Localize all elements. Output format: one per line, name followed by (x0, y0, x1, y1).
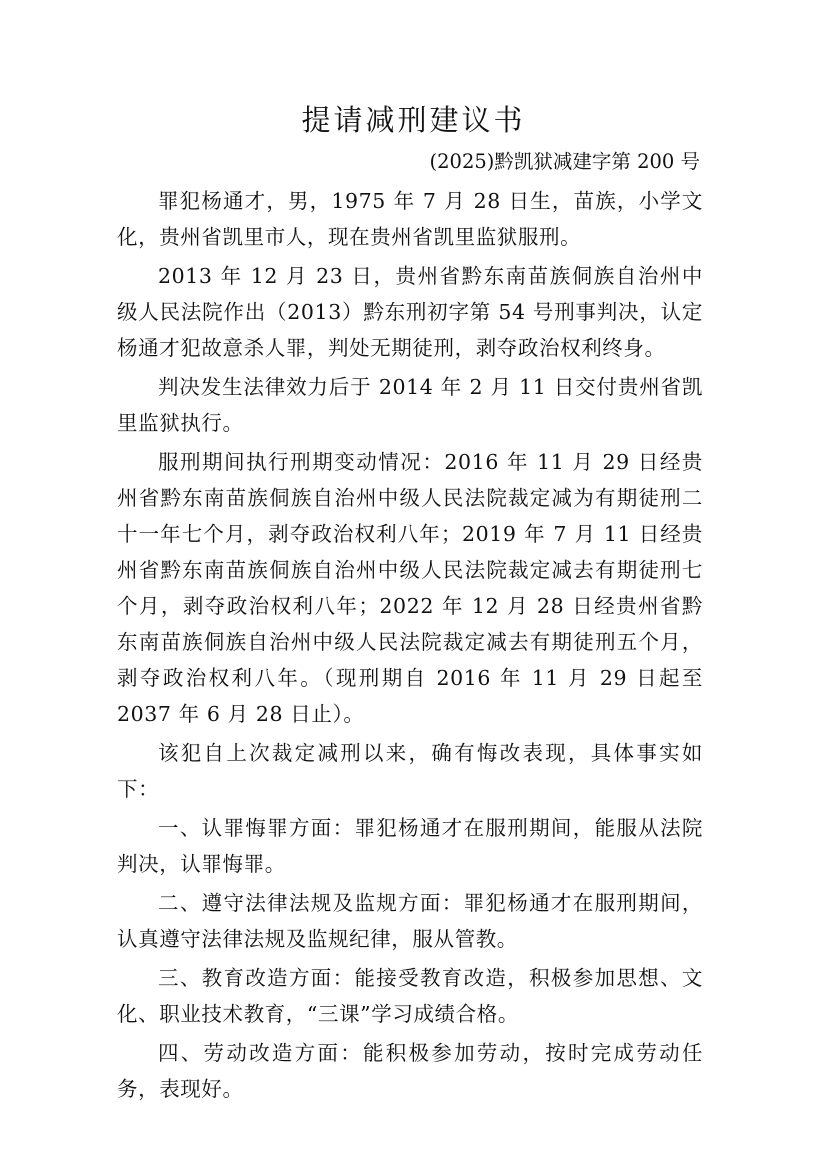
paragraph-education-reform: 三、教育改造方面：能接受教育改造，积极参加思想、文化、职业技术教育，“三课”学习成绩合格。 (117, 966, 703, 1026)
paragraph-execution-delivery: 判决发生法律效力后于 2014 年 2 月 11 日交付贵州省凯里监狱执行。 (117, 375, 703, 435)
paragraph-repentance-intro: 该犯自上次裁定减刑以来，确有悔改表现，具体事实如下： (117, 741, 703, 801)
paragraph-original-judgment: 2013 年 12 月 23 日，贵州省黔东南苗族侗族自治州中级人民法院作出（2013）黔东刑初字第 54 号刑事判决，认定杨通才犯故意杀人罪，判处无期徒刑，剥夺政治权利终身。 (117, 264, 703, 360)
paragraph-admission-of-guilt: 一、认罪悔罪方面：罪犯杨通才在服刑期间，能服从法院判决，认罪悔罪。 (117, 816, 703, 876)
paragraph-law-compliance: 二、遵守法律法规及监规方面：罪犯杨通才在服刑期间，认真遵守法律法规及监规纪律，服从管教。 (117, 891, 703, 951)
paragraph-labor-reform: 四、劳动改造方面：能积极参加劳动，按时完成劳动任务，表现好。 (117, 1041, 703, 1101)
document-title: 提请减刑建议书 (301, 103, 526, 137)
paragraph-sentence-changes: 服刑期间执行刑期变动情况：2016 年 11 月 29 日经贵州省黔东南苗族侗族自治州中级人民法院裁定减为有期徒刑二十一年七个月，剥夺政治权利八年；2019 年 7 月 11 日经贵州省黔东南苗族侗族自治州中级人民法院裁定减去有期徒刑七个月，剥夺政治权利八年；2022 年 12 月 28 日经贵州省黔东南苗族侗族自治州中级人民法院裁定减去有期徒刑五个月，剥夺政治权利八年。（现刑期自 2016 年 11 月 29 日起至 2037 年 6 月 28 日止）。 (117, 450, 703, 726)
paragraph-criminal-info: 罪犯杨通才，男，1975 年 7 月 28 日生，苗族，小学文化，贵州省凯里市人，现在贵州省凯里监狱服刑。 (117, 189, 703, 249)
document-body (117, 183, 703, 1110)
document-number: (2025)黔凯狱减建字第 200 号 (429, 150, 700, 173)
